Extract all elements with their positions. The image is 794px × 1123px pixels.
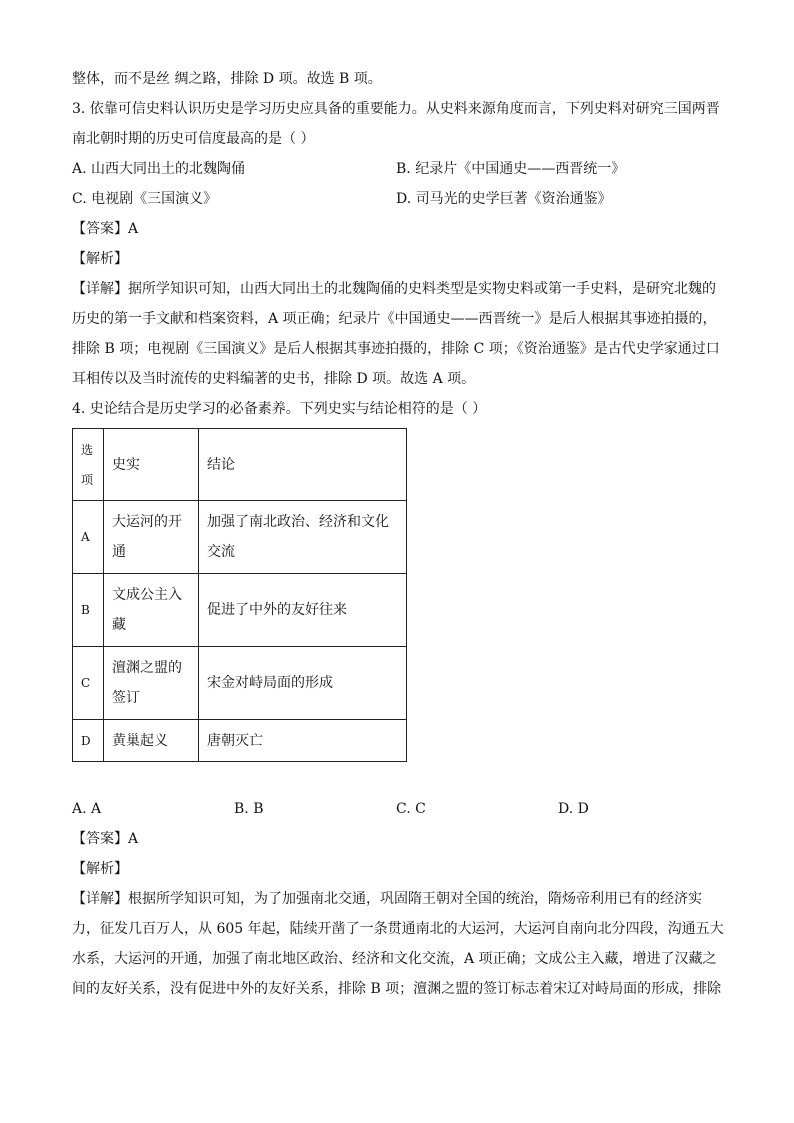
intro-line: 整体，而不是丝 绸之路，排除 D 项。故选 B 项。 bbox=[72, 71, 382, 87]
header-cell-conclusion: 结论 bbox=[199, 429, 407, 501]
q4-stem: 4. 史论结合是历史学习的必备素养。下列史实与结论相符的是（ ） bbox=[72, 401, 487, 417]
q3-option-c: C. 电视剧《三国演义》 bbox=[72, 191, 218, 207]
cell-option: A bbox=[73, 501, 104, 574]
q4-answer-label: 【答案】 bbox=[72, 831, 128, 847]
table-row bbox=[73, 574, 407, 647]
table-row bbox=[73, 647, 407, 720]
q4-options-row bbox=[72, 794, 722, 824]
q3-analysis-label: 【解析】 bbox=[72, 251, 128, 267]
q4-option-b: B. B bbox=[234, 801, 264, 817]
q3-detail-line: 历史的第一手文献和档案资料，A 项正确；纪录片《中国通史——西晋统一》是后人根据其事迹拍摄的， bbox=[72, 311, 717, 327]
q3-answer-label: 【答案】 bbox=[72, 221, 128, 237]
q3-detail-line: 耳相传以及当时流传的史料编著的史书，排除 D 项。故选 A 项。 bbox=[72, 371, 476, 387]
cell-option: D bbox=[73, 720, 104, 762]
cell-conclusion: 唐朝灭亡 bbox=[199, 720, 407, 762]
table-row bbox=[73, 501, 407, 574]
document-page bbox=[72, 64, 722, 1004]
q4-answer-value: A bbox=[128, 831, 139, 847]
q3-detail-line: 【详解】据所学知识可知，山西大同出土的北魏陶俑的史料类型是实物史料或第一手史料，是研究北魏的 bbox=[72, 281, 716, 297]
cell-option: C bbox=[73, 647, 104, 720]
q4-answer bbox=[72, 824, 722, 854]
cell-fact: 澶渊之盟的 签订 bbox=[104, 647, 199, 720]
cell-fact: 文成公主入 藏 bbox=[104, 574, 199, 647]
cell-fact: 大运河的开 通 bbox=[104, 501, 199, 574]
cell-fact: 黄巢起义 bbox=[104, 720, 199, 762]
q3-answer bbox=[72, 214, 722, 244]
q3-option-b: B. 纪录片《中国通史——西晋统一》 bbox=[396, 161, 626, 177]
q3-option-d: D. 司马光的史学巨著《资治通鉴》 bbox=[396, 191, 612, 207]
cell-conclusion: 促进了中外的友好往来 bbox=[199, 574, 407, 647]
cell-option: B bbox=[73, 574, 104, 647]
q4-analysis-label: 【解析】 bbox=[72, 861, 128, 877]
q4-detail-line: 力，征发几百万人，从 605 年起，陆续开凿了一条贯通南北的大运河，大运河自南向北分四段，沟通五大 bbox=[72, 921, 724, 937]
q4-option-c: C. C bbox=[396, 801, 426, 817]
q3-answer-value: A bbox=[128, 221, 139, 237]
header-cell-fact: 史实 bbox=[104, 429, 199, 501]
q3-options-row-2 bbox=[72, 184, 722, 214]
q4-option-d: D. D bbox=[558, 801, 589, 817]
table-header-row bbox=[73, 429, 407, 501]
q4-option-a: A. A bbox=[72, 801, 102, 817]
q3-option-a: A. 山西大同出土的北魏陶俑 bbox=[72, 161, 246, 177]
q3-stem-line-1: 3. 依靠可信史料认识历史是学习历史应具备的重要能力。从史料来源角度而言，下列史料对研究三国两晋 bbox=[72, 101, 720, 117]
q4-detail-line: 间的友好关系，没有促进中外的友好关系，排除 B 项；澶渊之盟的签订标志着宋辽对峙局面的形成，排除 bbox=[72, 981, 722, 997]
cell-conclusion: 加强了南北政治、经济和文化 交流 bbox=[199, 501, 407, 574]
cell-conclusion: 宋金对峙局面的形成 bbox=[199, 647, 407, 720]
q4-detail-line: 【详解】根据所学知识可知，为了加强南北交通，巩固隋王朝对全国的统治，隋炀帝利用已有的经济实 bbox=[72, 891, 702, 907]
q3-stem-line-2: 南北朝时期的历史可信度最高的是（ ） bbox=[72, 131, 315, 147]
q4-detail-line: 水系，大运河的开通，加强了南北地区政治、经济和文化交流，A 项正确；文成公主入藏，增进了汉藏之 bbox=[72, 951, 717, 967]
q4-table bbox=[72, 428, 407, 762]
table-row bbox=[73, 720, 407, 762]
q3-options-row-1 bbox=[72, 154, 722, 184]
header-cell-option: 选 项 bbox=[73, 429, 104, 501]
q3-detail-line: 排除 B 项；电视剧《三国演义》是后人根据其事迹拍摄的，排除 C 项；《资治通鉴》是古代史学家通过口 bbox=[72, 341, 720, 357]
